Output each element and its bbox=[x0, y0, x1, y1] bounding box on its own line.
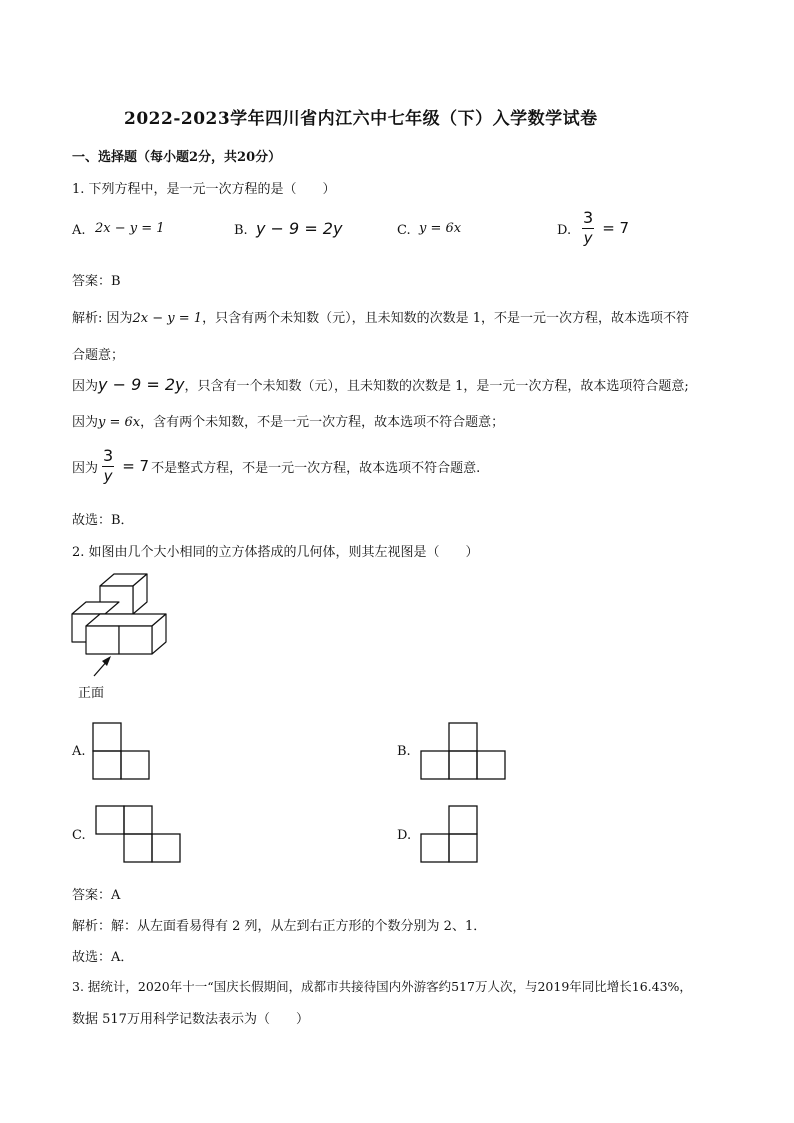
grid-square bbox=[152, 834, 180, 862]
fraction-denominator: y bbox=[103, 467, 113, 485]
q1-option-a-label: A. bbox=[72, 223, 86, 238]
text: 因为 bbox=[72, 379, 99, 394]
q1-option-b-label: B. bbox=[234, 223, 248, 238]
text: 因为 bbox=[72, 415, 99, 430]
grid-square bbox=[449, 723, 477, 751]
q2-stem: 2. 如图由几个大小相同的立方体搭成的几何体，则其左视图是（ ） bbox=[72, 545, 479, 560]
q1-option-b-equation: y − 9 = 2y bbox=[256, 219, 343, 238]
q1-option-c-equation: y = 6x bbox=[419, 221, 462, 236]
grid-square bbox=[421, 834, 449, 862]
grid-square bbox=[93, 723, 121, 751]
q1-answer: 答案：B bbox=[72, 274, 121, 289]
q2-choice: 故选：A． bbox=[72, 950, 134, 965]
q1-option-d-label: D. bbox=[557, 223, 572, 238]
text: ，含有两个未知数，不是一元一次方程，故本选项不符合题意； bbox=[140, 415, 505, 430]
grid-square bbox=[96, 806, 124, 834]
fraction-rhs: = 7 bbox=[602, 219, 630, 237]
q2-option-b-label: B. bbox=[397, 744, 411, 759]
equation: 2x − y = 1 bbox=[132, 311, 203, 326]
q2-option-d-label: D. bbox=[397, 828, 412, 843]
grid-square bbox=[421, 751, 449, 779]
q1-explanation-4 bbox=[72, 448, 480, 484]
q3-stem-line2: 数据 517万用科学记数法表示为（ ） bbox=[72, 1012, 309, 1027]
equation: y = 6x bbox=[98, 415, 141, 430]
fraction-numerator: 3 bbox=[583, 208, 594, 227]
q2-option-d-diagram bbox=[420, 805, 480, 865]
fraction bbox=[581, 210, 595, 246]
fraction-numerator: 3 bbox=[103, 446, 114, 465]
fraction bbox=[101, 448, 115, 484]
q2-option-c-diagram bbox=[95, 805, 185, 865]
q2-explanation: 解析：解：从左面看易得有 2 列，从左到右正方形的个数分别为 2、1． bbox=[72, 919, 487, 934]
q2-option-c-label: C. bbox=[72, 828, 86, 843]
grid-square bbox=[449, 806, 477, 834]
q1-option-c-label: C. bbox=[397, 223, 411, 238]
q1-option-a-equation: 2x − y = 1 bbox=[95, 221, 165, 236]
front-label: 正面 bbox=[78, 686, 105, 701]
grid-square bbox=[124, 834, 152, 862]
text: 解析: 因为 bbox=[72, 311, 133, 326]
cube-face bbox=[86, 626, 119, 654]
q2-option-b-diagram bbox=[420, 722, 510, 782]
grid-square bbox=[124, 806, 152, 834]
page-title: 2022-2023学年四川省内江六中七年级（下）入学数学试卷 bbox=[124, 109, 598, 129]
grid-square bbox=[477, 751, 505, 779]
q2-option-a-diagram bbox=[92, 722, 152, 782]
q1-choice: 故选：B． bbox=[72, 513, 134, 528]
grid-square bbox=[93, 751, 121, 779]
grid-square bbox=[449, 834, 477, 862]
q2-answer: 答案：A bbox=[72, 888, 121, 903]
fraction-denominator: y bbox=[583, 229, 593, 247]
grid-square bbox=[121, 751, 149, 779]
q3-stem-line1: 3. 据统计，2020年十一“国庆长假期间，成都市共接待国内外游客约517万人次，与2019年同比增长16.43%， bbox=[72, 979, 692, 994]
cube-face bbox=[119, 626, 152, 654]
text: 不是整式方程，不是一元一次方程，故本选项不符合题意. bbox=[151, 460, 481, 476]
text: ，只含有两个未知数（元），且未知数的次数是 1，不是一元一次方程，故本选项不符 bbox=[202, 311, 689, 326]
text: 因为 bbox=[72, 460, 99, 476]
q1-explanation-1 bbox=[72, 307, 689, 326]
text: ，只含有一个未知数（元），且未知数的次数是 1，是一元一次方程，故本选项符合题意; bbox=[184, 379, 689, 394]
equation: y − 9 = 2y bbox=[98, 375, 185, 394]
grid-square bbox=[449, 751, 477, 779]
q2-option-a-label: A. bbox=[72, 744, 86, 759]
q1-stem: 1. 下列方程中，是一元一次方程的是（ ） bbox=[72, 182, 336, 197]
q1-explanation-1-cont: 合题意； bbox=[72, 348, 125, 363]
q1-explanation-2 bbox=[72, 375, 689, 394]
section-heading: 一、选择题（每小题2分，共20分） bbox=[72, 150, 282, 165]
fraction-rhs: = 7 bbox=[122, 457, 150, 475]
q1-explanation-3 bbox=[72, 411, 504, 430]
front-direction-arrow bbox=[88, 652, 118, 682]
q1-option-d-equation bbox=[578, 210, 629, 246]
